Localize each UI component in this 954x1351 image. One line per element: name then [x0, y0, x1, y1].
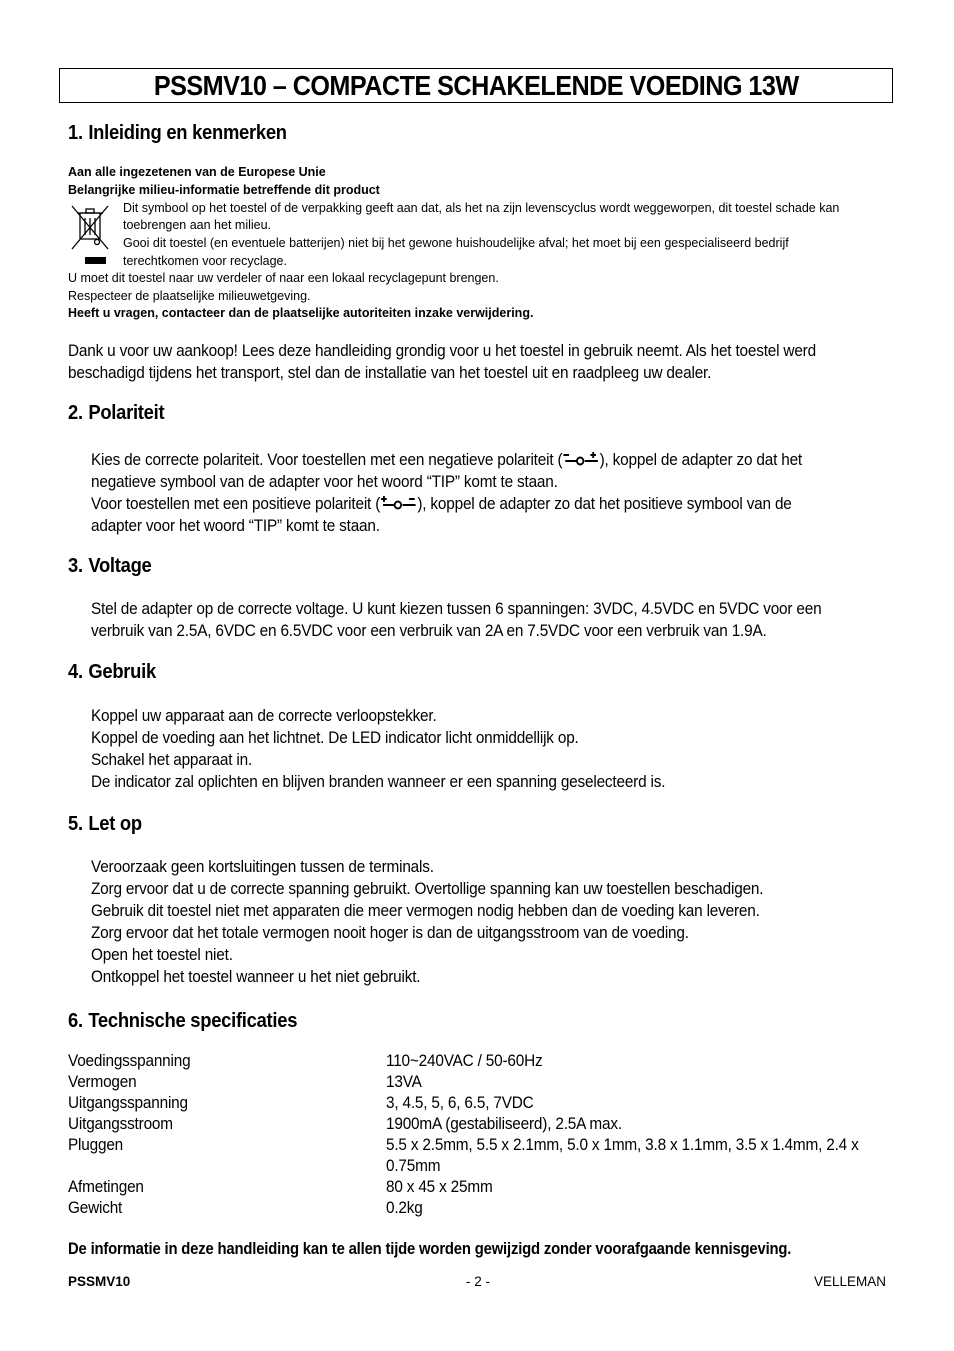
- polarity-text: ), koppel de adapter zo dat het positieve symbool van de: [417, 495, 792, 513]
- section-number: 5.: [68, 813, 83, 835]
- spec-label: Pluggen: [68, 1136, 124, 1154]
- section-number: 4.: [68, 661, 83, 683]
- polarity-text: Kies de correcte polariteit. Voor toestellen met een negatieve polariteit (: [91, 451, 563, 469]
- title-box: [59, 68, 893, 103]
- paragraph-line: negatieve symbool van de adapter voor het woord “TIP” komt te staan.: [91, 473, 558, 491]
- recycle-point-text: U moet dit toestel naar uw verdeler of naar een lokaal recyclagepunt brengen.: [68, 271, 499, 285]
- section-heading-6: [68, 1010, 297, 1033]
- section-title: Gebruik: [88, 661, 156, 683]
- negative-polarity-icon: [562, 451, 599, 467]
- weee-bar: [85, 257, 106, 264]
- voltage-paragraph: [91, 598, 876, 642]
- questions-text: Heeft u vragen, contacteer dan de plaatselijke autoriteiten inzake verwijdering.: [68, 306, 534, 320]
- symbol-text-line: Gooi dit toestel (en eventuele batterijen) niet bij het gewone huishoudelijke afval; het moet bij een gespecialiseerd bedrijf: [123, 236, 789, 250]
- spec-label: Uitgangsstroom: [68, 1115, 173, 1133]
- footer-page-number: - 2 -: [466, 1274, 491, 1289]
- disclaimer: [68, 1238, 872, 1260]
- section-number: 3.: [68, 555, 83, 577]
- positive-polarity-icon: [380, 495, 417, 511]
- paragraph-line: beschadigd tijdens het transport, stel dan de installatie van het toestel uit en raadpleeg uw dealer.: [68, 364, 712, 382]
- symbol-text-line: toebrengen aan het milieu.: [123, 218, 272, 232]
- spec-value: 1900mA (gestabiliseerd), 2.5A max.: [386, 1115, 622, 1133]
- thanks-paragraph: [68, 340, 872, 384]
- paragraph-line: [91, 493, 802, 515]
- paragraph-line: adapter voor het woord “TIP” komt te staan.: [91, 517, 380, 535]
- symbol-text-line: Dit symbool op het toestel of de verpakking geeft aan dat, als het na zijn levenscyclus wordt weggeworpen, dit toestel schade kan: [123, 201, 840, 215]
- paragraph-line: Gebruik dit toestel niet met apparaten die meer vermogen nodig hebben dan de voeding kan leveren.: [91, 902, 760, 920]
- paragraph-line: verbruik van 2.5A, 6VDC en 6.5VDC voor een verbruik van 2A en 7.5VDC voor een verbruik van 1.9A.: [91, 622, 767, 640]
- spec-value: 13VA: [386, 1073, 422, 1091]
- paragraph-line: Open het toestel niet.: [91, 946, 233, 964]
- spec-value: 5.5 x 2.5mm, 5.5 x 2.1mm, 5.0 x 1mm, 3.8 x 1.1mm, 3.5 x 1.4mm, 2.4 x: [386, 1136, 859, 1154]
- spec-value: 0.75mm: [386, 1157, 441, 1175]
- paragraph-line: Schakel het apparaat in.: [91, 751, 253, 769]
- footer-model: PSSMV10: [68, 1274, 131, 1289]
- env-heading: Belangrijke milieu-informatie betreffende dit product: [68, 183, 380, 197]
- section-heading-1: [68, 122, 287, 145]
- paragraph-line: Dank u voor uw aankoop! Lees deze handleiding grondig voor u het toestel in gebruik neemt. Als het toestel werd: [68, 342, 816, 360]
- usage-paragraph: [91, 705, 709, 793]
- paragraph-line: Koppel uw apparaat aan de correcte verloopstekker.: [91, 707, 437, 725]
- spec-value: 110~240VAC / 50-60Hz: [386, 1052, 543, 1070]
- spec-label: Gewicht: [68, 1199, 123, 1217]
- section-number: 1.: [68, 122, 83, 144]
- section-title: Inleiding en kenmerken: [88, 122, 287, 144]
- paragraph-line: Zorg ervoor dat u de correcte spanning gebruikt. Overtollige spanning kan uw toestellen beschadigen.: [91, 880, 764, 898]
- section-heading-2: [68, 402, 164, 425]
- env-law-text: Respecteer de plaatselijke milieuwetgeving.: [68, 289, 311, 303]
- section-title: Polariteit: [88, 402, 165, 424]
- paragraph-line: Ontkoppel het toestel wanneer u het niet gebruikt.: [91, 968, 421, 986]
- paragraph-line: Stel de adapter op de correcte voltage. U kunt kiezen tussen 6 spanningen: 3VDC, 4.5VDC en 5VDC voor een: [91, 600, 822, 618]
- symbol-text-line: terechtkomen voor recyclage.: [123, 254, 287, 268]
- paragraph-line: [91, 449, 802, 471]
- spec-label: Vermogen: [68, 1073, 137, 1091]
- spec-value: 0.2kg: [386, 1199, 423, 1217]
- crossed-out-wheelie-bin-icon: [70, 203, 110, 253]
- page-title: PSSMV10 – COMPACTE SCHAKELENDE VOEDING 13W: [153, 69, 799, 101]
- section-number: 6.: [68, 1010, 83, 1032]
- spec-label: Uitgangsspanning: [68, 1094, 188, 1112]
- paragraph-line: Veroorzaak geen kortsluitingen tussen de terminals.: [91, 858, 434, 876]
- section-heading-4: [68, 661, 156, 684]
- caution-paragraph: [91, 856, 814, 988]
- polarity-text: Voor toestellen met een positieve polariteit (: [91, 495, 381, 513]
- section-heading-5: [68, 813, 142, 836]
- eu-heading: Aan alle ingezetenen van de Europese Unie: [68, 165, 326, 179]
- polarity-text: ), koppel de adapter zo dat het: [599, 451, 802, 469]
- section-title: Technische specificaties: [88, 1010, 298, 1032]
- section-title: Voltage: [88, 555, 152, 577]
- paragraph-line: Koppel de voeding aan het lichtnet. De LED indicator licht onmiddellijk op.: [91, 729, 579, 747]
- section-title: Let op: [88, 813, 142, 835]
- section-number: 2.: [68, 402, 83, 424]
- spec-value: 80 x 45 x 25mm: [386, 1178, 493, 1196]
- disclaimer-text: De informatie in deze handleiding kan te allen tijde worden gewijzigd zonder voorafgaande kennisgeving.: [68, 1240, 792, 1258]
- spec-label: Voedingsspanning: [68, 1052, 191, 1070]
- paragraph-line: De indicator zal oplichten en blijven branden wanneer er een spanning geselecteerd is.: [91, 773, 666, 791]
- spec-label: Afmetingen: [68, 1178, 144, 1196]
- spec-value: 3, 4.5, 5, 6, 6.5, 7VDC: [386, 1094, 534, 1112]
- paragraph-line: Zorg ervoor dat het totale vermogen nooit hoger is dan de uitgangsstroom van de voeding.: [91, 924, 689, 942]
- footer-brand: VELLEMAN: [813, 1274, 886, 1289]
- section-heading-3: [68, 555, 151, 578]
- polarity-paragraph: [91, 449, 856, 537]
